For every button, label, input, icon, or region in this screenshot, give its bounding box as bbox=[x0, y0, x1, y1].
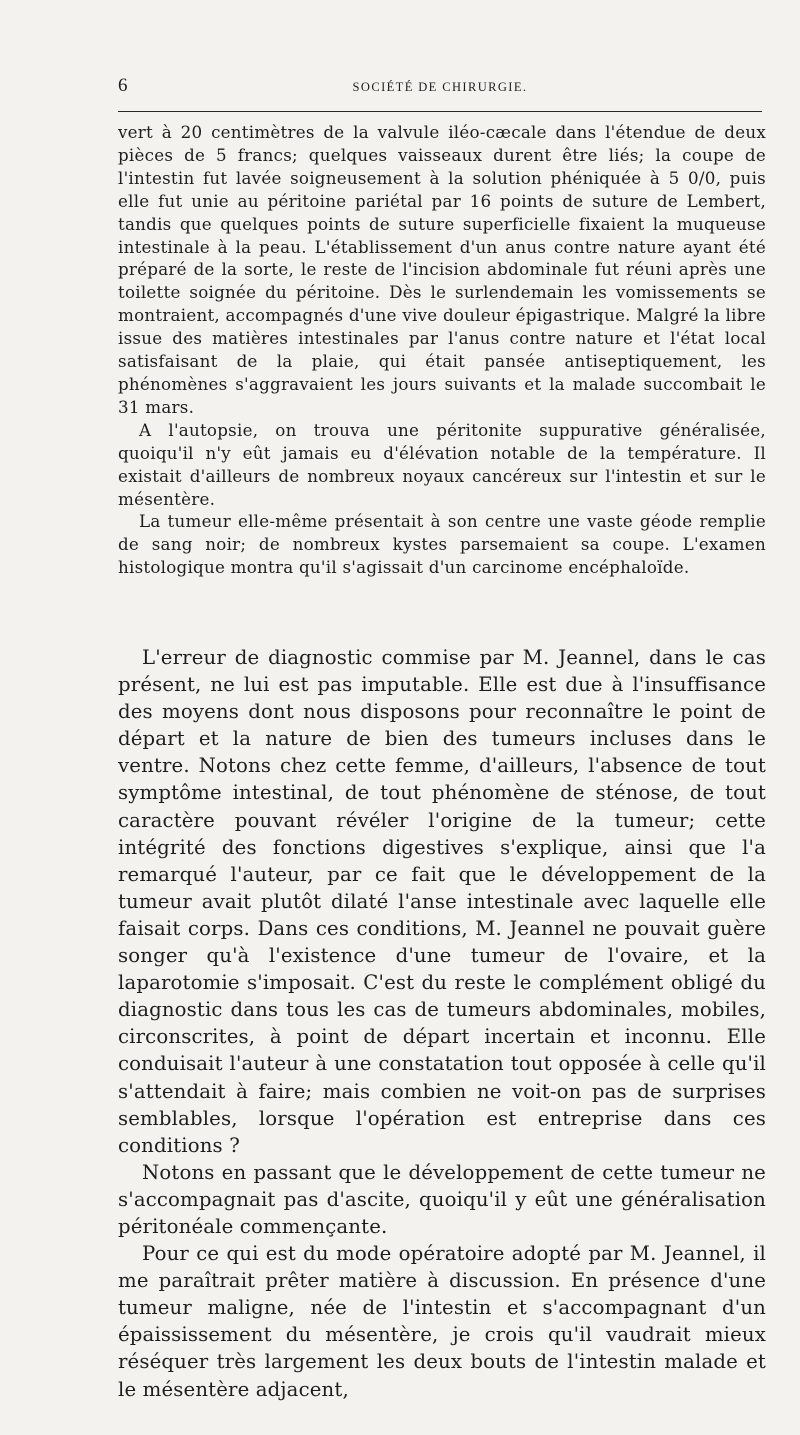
paragraph-diagnosis-error: L'erreur de diagnostic commise par M. Jeannel, dans le cas présent, ne lui est pas imputable. Elle est due à l'insuffisance des moyens dont nous disposons pour reconnaître le point de départ et la nature de bien des tumeurs incluses dans le ventre. Notons chez cette femme, d'ailleurs, l'absence de tout symptôme intestinal, de tout phénomène de sténose, de tout caractère pouvant révéler l'origine de la tumeur; cette intégrité des fonctions digestives s'explique, ainsi que l'a remarqué l'auteur, par ce fait que le développement de la tumeur avait plutôt dilaté l'anse intestinale avec laquelle elle faisait corps. Dans ces conditions, M. Jeannel ne pouvait guère songer qu'à l'existence d'une tumeur de l'ovaire, et la laparotomie s'imposait. C'est du reste le complément obligé du diagnostic dans tous les cas de tumeurs abdominales, mobiles, circonscrites, à point de départ incertain et inconnu. Elle conduisait l'auteur à une constatation tout opposée à celle qu'il s'attendait à faire; mais combien ne voit-on pas de surprises semblables, lorsque l'opération est entreprise dans ces conditions ? bbox=[118, 646, 766, 1157]
header-rule bbox=[118, 111, 762, 112]
page-number: 6 bbox=[118, 75, 128, 96]
paragraph-tumor-exam: La tumeur elle-même présentait à son centre une vaste géode remplie de sang noir; de nombreux kystes parsemaient sa coupe. L'examen histologique montra qu'il s'agissait d'un carcinome encéphaloïde. bbox=[118, 511, 766, 578]
paragraph-autopsy: A l'autopsie, on trouva une péritonite suppurative généralisée, quoiqu'il n'y eût jamais eu d'élévation notable de la température. Il existait d'ailleurs de nombreux noyaux cancéreux sur l'intestin et sur le mésentère. bbox=[118, 419, 766, 509]
paragraph-operation: vert à 20 centimètres de la valvule iléo-cæcale dans l'étendue de deux pièces de 5 francs; quelques vaisseaux durent être liés; la coupe de l'intestin fut lavée soigneusement à la solution phéniquée à 5 0/0, puis elle fut unie au péritoine pariétal par 16 points de suture de Lembert, tandis que quelques points de suture superficielle fixaient la muqueuse intestinale à la peau. L'établissement d'un anus contre nature ayant été préparé de la sorte, le reste de l'incision abdominale fut réuni après une toilette soignée du péritoine. Dès le surlendemain les vomissements se montraient, accompagnés d'une vive douleur épigastrique. Malgré la libre issue des matières intestinales par l'anus contre nature et l'état local satisfaisant de la plaie, qui était pansée antiseptiquement, les phénomènes s'aggravaient les jours suivants et la malade succombait le 31 mars. bbox=[118, 122, 766, 417]
running-title: SOCIÉTÉ DE CHIRURGIE. bbox=[352, 80, 528, 94]
commentary-large-text bbox=[118, 644, 766, 1403]
case-report-small-text bbox=[118, 121, 766, 579]
paragraph-ascites: Notons en passant que le développement de cette tumeur ne s'accompagnait pas d'ascite, quoiqu'il y eût une généralisation péritonéale commençante. bbox=[118, 1160, 766, 1238]
page-header bbox=[118, 74, 762, 98]
paragraph-operative-method: Pour ce qui est du mode opératoire adopté par M. Jeannel, il me paraîtrait prêter matière à discussion. En présence d'une tumeur maligne, née de l'intestin et s'accompagnant d'un épaississement du mésentère, je crois qu'il vaudrait mieux réséquer très largement les deux bouts de l'intestin malade et le mésentère adjacent, bbox=[118, 1242, 766, 1401]
